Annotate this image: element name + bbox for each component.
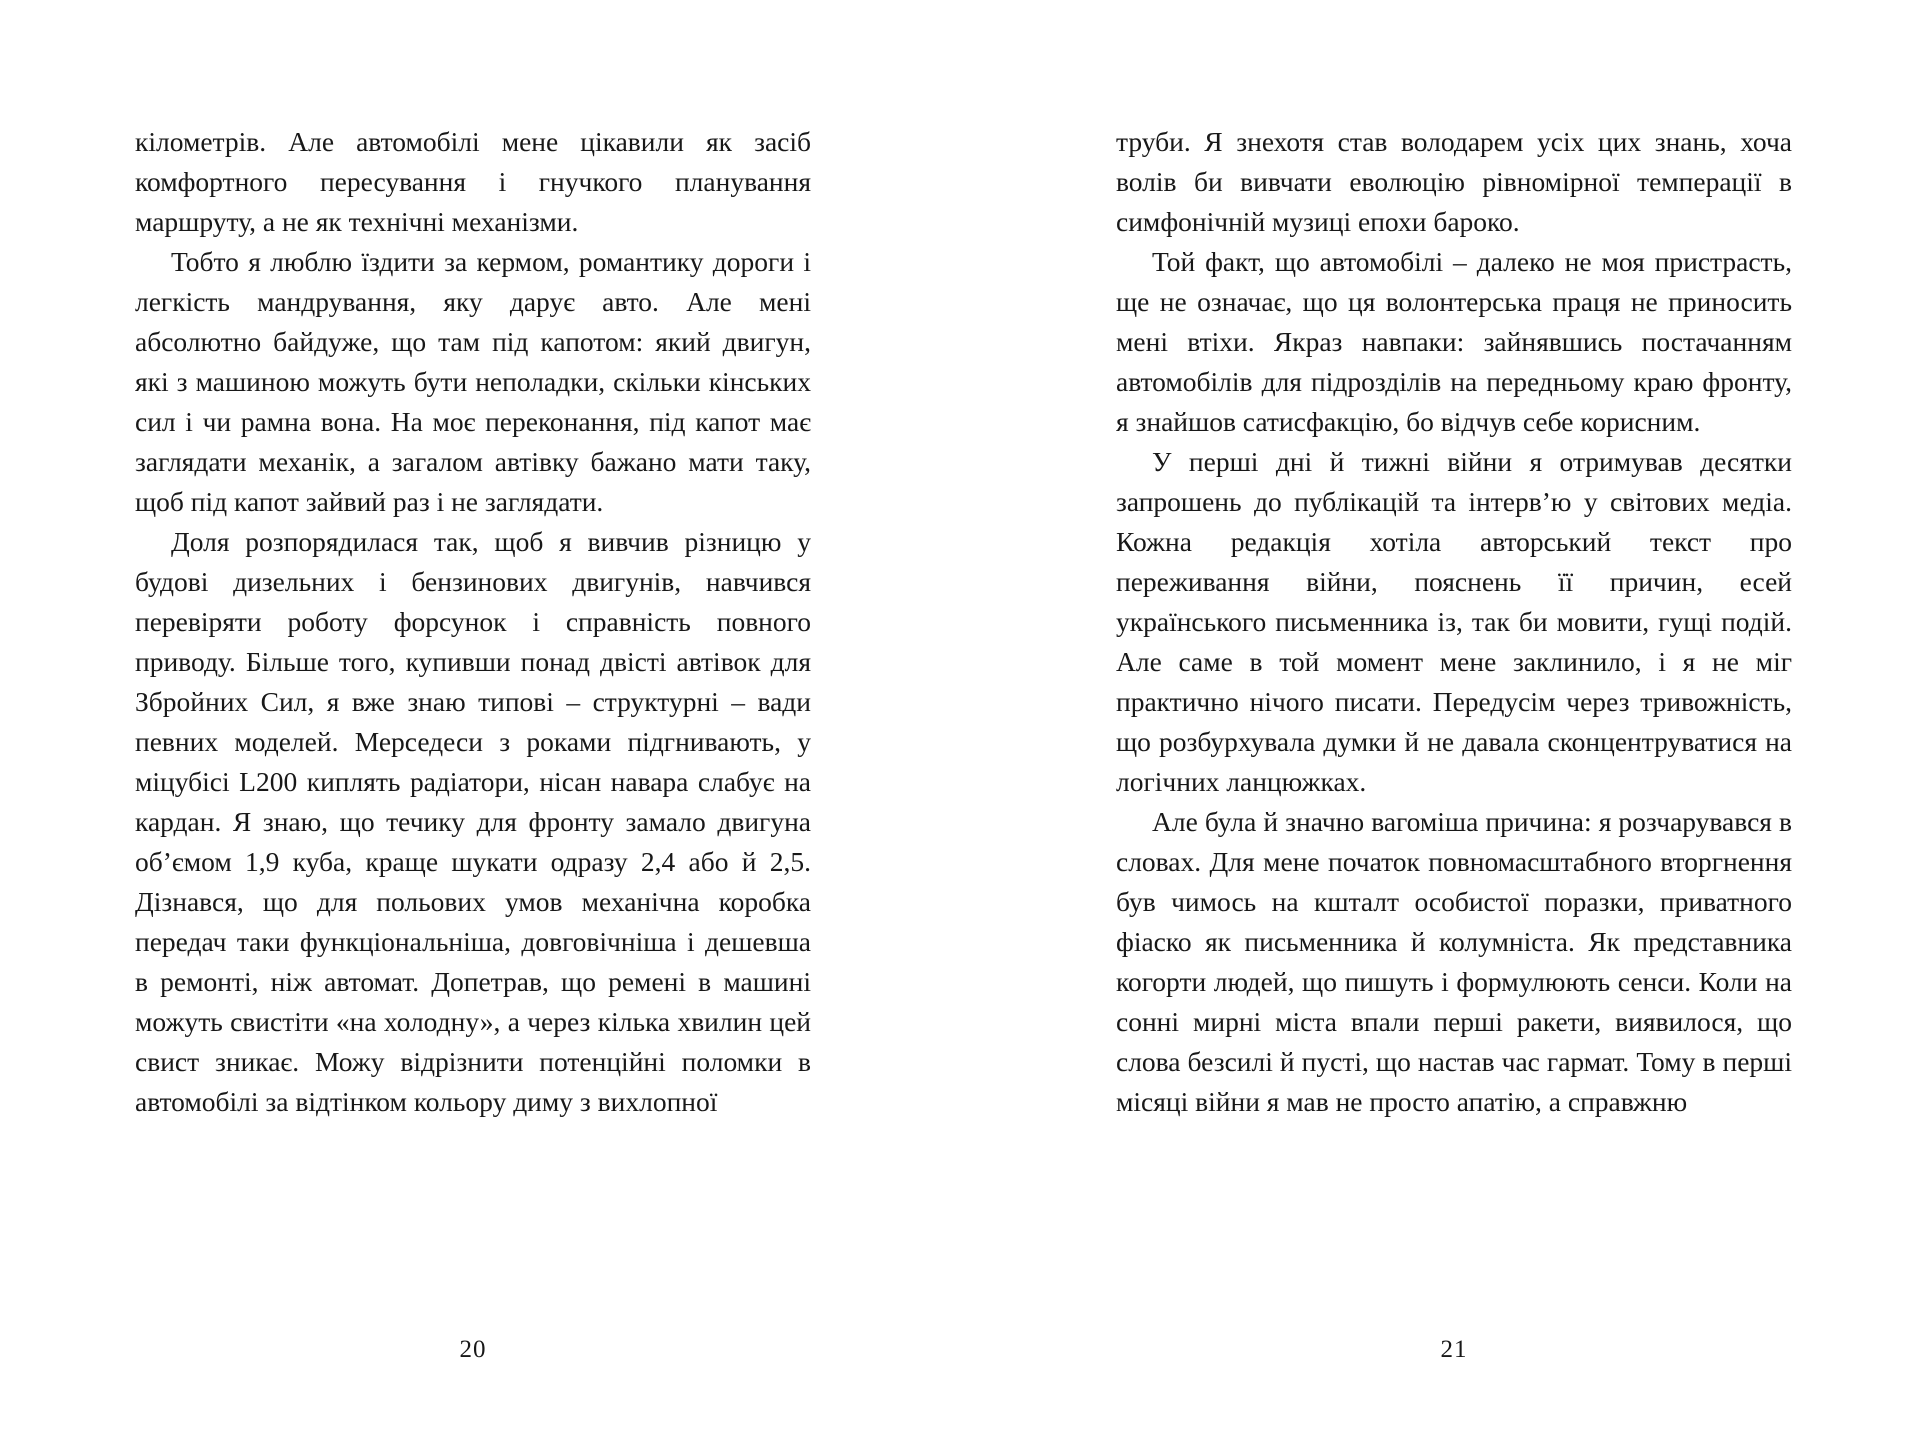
- paragraph: кілометрів. Але автомобілі мене цікавили як засіб комфортного пересування і гнучкого планування маршруту, а не як технічні механізми.: [135, 126, 811, 237]
- paragraph: Але була й значно вагоміша причина: я розчарувався в словах. Для мене початок повномасштабного вторгнення був чимось на кшталт особистої поразки, приватного фіаско як письменника й колумніста. Як представника когорти людей, що пишуть і формулюють сенси. Коли на сонні мирні міста впали перші ракети, виявилося, що слова безсилі й пусті, що настав час гармат. Тому в перші місяці війни я мав не просто апатію, а справжню: [1116, 806, 1792, 1117]
- paragraph: труби. Я знехотя став володарем усіх цих знань, хоча волів би вивчати еволюцію рівномірної темперації в симфонічній музиці епохи бароко.: [1116, 126, 1792, 237]
- page-left: [135, 122, 811, 1382]
- paragraph: Доля розпорядилася так, щоб я вивчив різницю у будові дизельних і бензинових двигунів, навчився перевіряти роботу форсунок і справність повного приводу. Більше того, купивши понад двісті автівок для Збройних Сил, я вже знаю типові – структурні – вади певних моделей. Мерседеси з роками підгнивають, у міцубісі L200 киплять радіатори, нісан навара слабує на кардан. Я знаю, що течику для фронту замало двигуна об’ємом 1,9 куба, краще шукати одразу 2,4 або й 2,5. Дізнався, що для польових умов механічна коробка передач таки функціональніша, довговічніша і дешевша в ремонті, ніж автомат. Допетрав, що ремені в машині можуть свистіти «на холодну», а через кілька хвилин цей свист зникає. Можу відрізнити потенційні поломки в автомобілі за відтінком кольору диму з вихлопної: [135, 526, 811, 1117]
- paragraph: У перші дні й тижні війни я отримував десятки запрошень до публікацій та інтерв’ю у світових медіа. Кожна редакція хотіла авторський текст про переживання війни, пояснень її причин, есей українського письменника із, так би мовити, гущі подій. Але саме в той момент мене заклинило, і я не міг практично нічого писати. Передусім через тривожність, що розбурхувала думки й не давала сконцентруватися на логічних ланцюжках.: [1116, 446, 1792, 797]
- page-left-text: [135, 122, 811, 1122]
- page-number-left: 20: [459, 1336, 487, 1363]
- paragraph: Тобто я люблю їздити за кермом, романтику дороги і легкість мандрування, яку дарує авто. Але мені абсолютно байдуже, що там під капотом: який двигун, які з машиною можуть бути неполадки, скільки кінських сил і чи рамна вона. На моє переконання, під капот має заглядати механік, а загалом автівку бажано мати таку, щоб під капот зайвий раз і не заглядати.: [135, 246, 811, 517]
- paragraph: Той факт, що автомобілі – далеко не моя пристрасть, ще не означає, що ця волонтерська праця не приносить мені втіхи. Якраз навпаки: зайнявшись постачанням автомобілів для підрозділів на передньому краю фронту, я знайшов сатисфакцію, бо відчув себе корисним.: [1116, 246, 1792, 437]
- page-right: [1116, 122, 1792, 1382]
- page-right-text: [1116, 122, 1792, 1122]
- page-number-right: 21: [1440, 1336, 1468, 1363]
